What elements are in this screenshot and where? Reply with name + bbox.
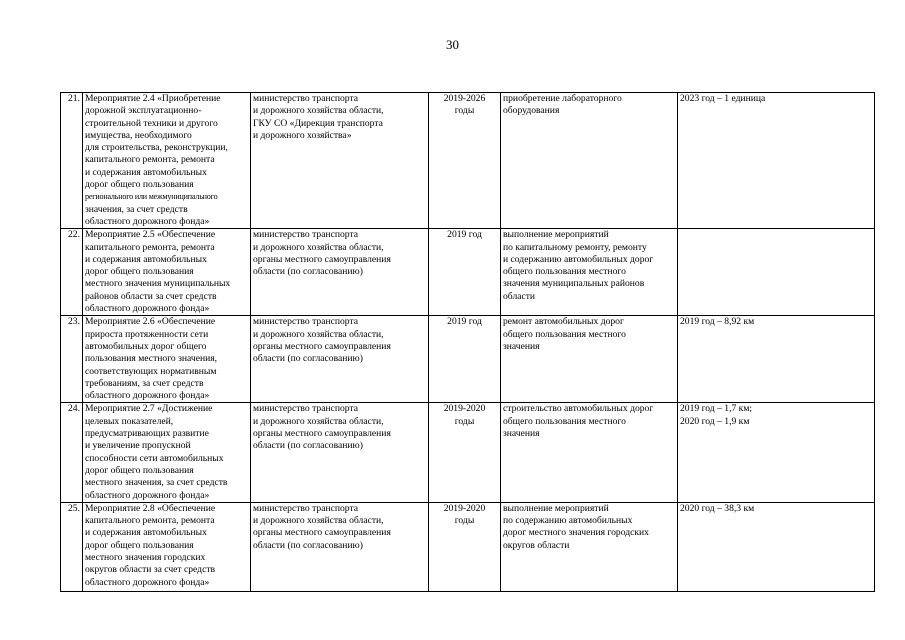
- indicator-cell: [678, 229, 875, 316]
- row-number: 21.: [61, 93, 83, 229]
- table-row: [61, 403, 875, 502]
- indicator-cell: 2019 год – 8,92 км: [678, 316, 875, 403]
- measures-table: [60, 92, 875, 592]
- result-cell: строительство автомобильных дорог общего пользования местного значения: [501, 403, 678, 502]
- page-number: 30: [446, 37, 459, 52]
- table-row: [61, 93, 875, 229]
- row-number: 22.: [61, 229, 83, 316]
- executors-cell: министерство транспорта и дорожного хозяйства области, органы местного самоуправления области (по согласованию): [251, 403, 429, 502]
- row-number: 25.: [61, 502, 83, 591]
- event-cell: Мероприятие 2.6 «Обеспечение прироста протяженности сети автомобильных дорог общего пользования местного значения, соответствующих нормативным требованиям, за счет средств областного дорожного фонда»: [83, 316, 251, 403]
- period-cell: 2019 год: [429, 229, 501, 316]
- executors-cell: министерство транспорта и дорожного хозяйства области, ГКУ СО «Дирекция транспорта и дорожного хозяйства»: [251, 93, 429, 229]
- event-cell: Мероприятие 2.7 «Достижение целевых показателей, предусматривающих развитие и увеличение пропускной способности сети автомобильных дорог общего пользования местного значения, за счет средств областного дорожного фонда»: [83, 403, 251, 502]
- table-row: [61, 229, 875, 316]
- result-cell: выполнение мероприятий по капитальному ремонту, ремонту и содержанию автомобильных дорог общего пользования местного значения муниципальных районов области: [501, 229, 678, 316]
- indicator-cell: 2019 год – 1,7 км; 2020 год – 1,9 км: [678, 403, 875, 502]
- event-text-compressed: регионального или межмуниципального: [85, 192, 218, 202]
- event-text-tail: значения, за счет средств областного дорожного фонда»: [85, 203, 210, 227]
- indicator-cell: 2023 год – 1 единица: [678, 93, 875, 229]
- event-cell: Мероприятие 2.5 «Обеспечение капитального ремонта, ремонта и содержания автомобильных дорог общего пользования местного значения муниципальных районов области за счет средств областного дорожного фонда»: [83, 229, 251, 316]
- table-row: [61, 502, 875, 591]
- indicator-cell: 2020 год – 38,3 км: [678, 502, 875, 591]
- period-cell: 2019-2020 годы: [429, 403, 501, 502]
- table-row: [61, 316, 875, 403]
- period-cell: 2019 год: [429, 316, 501, 403]
- row-number: 24.: [61, 403, 83, 502]
- executors-cell: министерство транспорта и дорожного хозяйства области, органы местного самоуправления области (по согласованию): [251, 502, 429, 591]
- event-cell: Мероприятие 2.8 «Обеспечение капитального ремонта, ремонта и содержания автомобильных дорог общего пользования местного значения городских округов области за счет средств областного дорожного фонда»: [83, 502, 251, 591]
- event-text: Мероприятие 2.4 «Приобретение дорожной эксплуатационно- строительной техники и другого имущества, необходимого для строительства, реконструкции, капитального ремонта, ремонта и содержания автомобильных дорог общего пользования: [85, 93, 228, 191]
- executors-cell: министерство транспорта и дорожного хозяйства области, органы местного самоуправления области (по согласованию): [251, 229, 429, 316]
- period-cell: 2019-2026 годы: [429, 93, 501, 229]
- event-cell: [83, 93, 251, 229]
- result-cell: приобретение лабораторного оборудования: [501, 93, 678, 229]
- row-number: 23.: [61, 316, 83, 403]
- result-cell: ремонт автомобильных дорог общего пользования местного значения: [501, 316, 678, 403]
- result-cell: выполнение мероприятий по содержанию автомобильных дорог местного значения городских округов области: [501, 502, 678, 591]
- executors-cell: министерство транспорта и дорожного хозяйства области, органы местного самоуправления области (по согласованию): [251, 316, 429, 403]
- period-cell: 2019-2020 годы: [429, 502, 501, 591]
